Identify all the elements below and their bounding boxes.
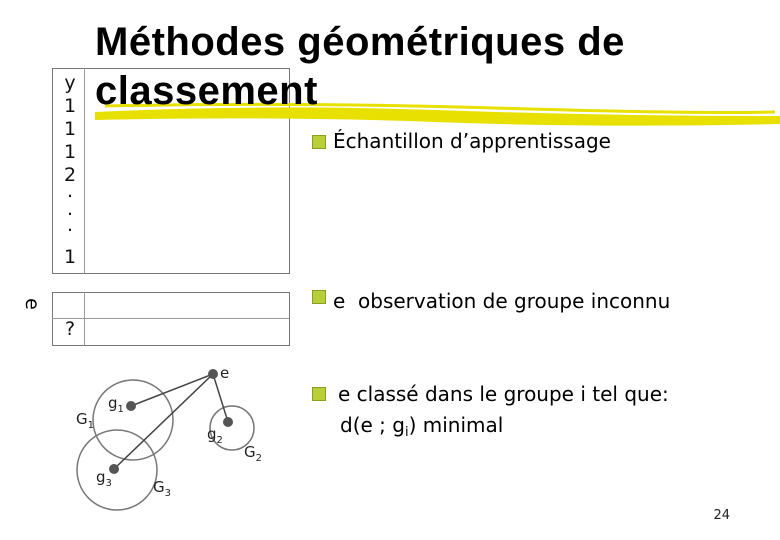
table-cell: 2	[63, 164, 77, 186]
line-e-g3	[114, 374, 213, 469]
table-header-y: y	[64, 72, 76, 94]
label-g3: $g_3$	[96, 468, 112, 489]
label-g2: $g_2$	[207, 425, 223, 446]
table-cell: .	[66, 198, 74, 220]
page-number: 24	[713, 508, 730, 523]
bullet-text-1: Échantillon d’apprentissage	[333, 129, 611, 153]
point-g1	[126, 401, 136, 411]
table-cell: 1	[63, 95, 77, 117]
table-cell: 1	[63, 141, 77, 163]
query-cell: ?	[64, 318, 76, 340]
label-G1: $G_1$	[76, 410, 94, 431]
point-g2	[223, 417, 233, 427]
label-G2: $G_2$	[244, 443, 262, 464]
table-cell: .	[66, 214, 74, 236]
label-e: e	[220, 364, 230, 382]
label-G3: $G_3$	[153, 478, 171, 499]
query-row-label: e	[20, 298, 43, 310]
table-cell: .	[66, 180, 74, 202]
bullet-text-3-line-2: d(e ; $g_i$) minimal	[340, 413, 504, 440]
page-title	[95, 18, 735, 116]
table-cell: 1	[63, 246, 77, 268]
label-g1: $g_1$	[108, 394, 124, 415]
title-line-1: Méthodes géométriques de	[95, 20, 625, 64]
bullet-text-3-line-1: e classé dans le groupe i tel que:	[338, 382, 669, 406]
cluster-G1-circle	[93, 380, 173, 460]
line-e-g1	[131, 374, 213, 406]
point-e	[208, 369, 218, 379]
bullet-text-2: e observation de groupe inconnu	[333, 289, 671, 313]
table-cell: 1	[63, 118, 77, 140]
title-line-2: classement	[95, 69, 318, 113]
